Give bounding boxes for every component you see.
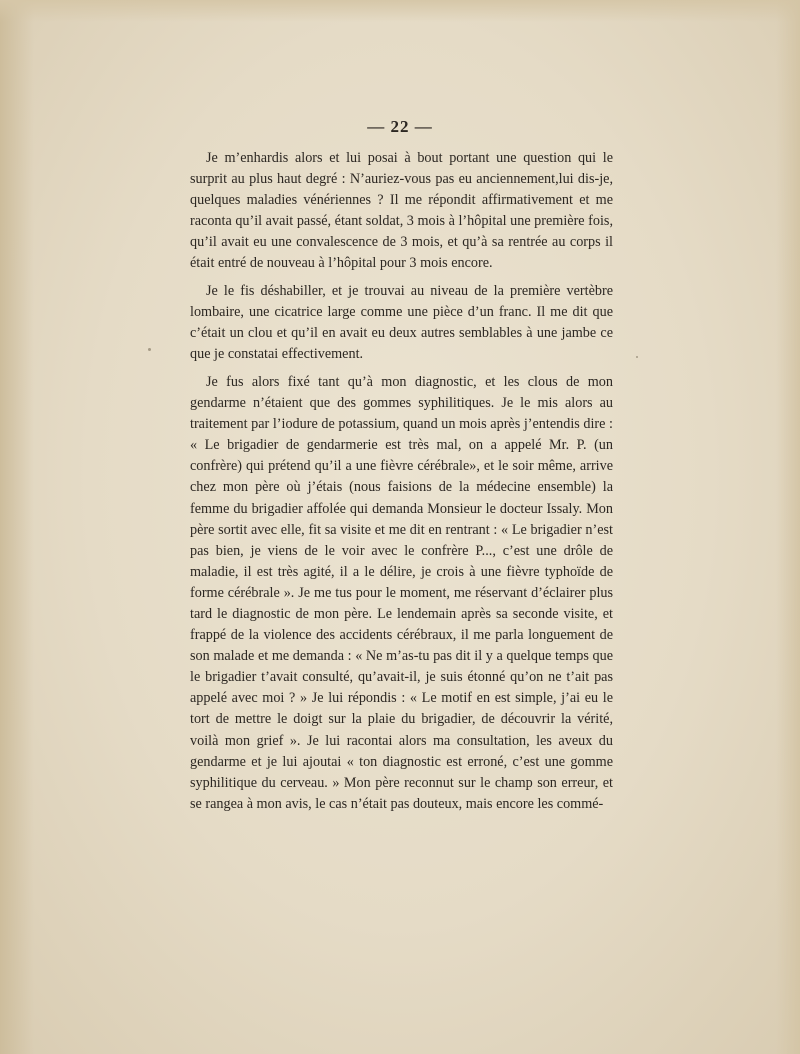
paragraph-1: Je m’enhardis alors et lui posai à bout portant une question qui le surprit au plus haut degré : N’auriez-vous pas eu anciennement,lui dis-je, quelques maladies vénériennes ? Il me répondit affirmativement et me raconta qu’il avait passé, étant soldat, 3 mois à l’hôpital une première fois, qu’il avait eu une convalescence de 3 mois, et qu’à sa rentrée au corps il était entré de nouveau à l’hôpital pour 3 mois encore.: [190, 150, 613, 272]
page-shadow-right: [776, 0, 800, 1054]
page-shadow-top: [0, 0, 800, 22]
page-shadow-left: [0, 0, 34, 1054]
paper-speck: [148, 348, 151, 351]
paragraph-2: Je le fis déshabiller, et je trouvai au niveau de la première vertèbre lombaire, une cicatrice large comme une pièce d’un franc. Il me dit que c’était un clou et qu’il en avait eu deux autres semblables à une jambe ce que je constatai effectivement.: [190, 283, 613, 363]
page-number: — 22 —: [367, 117, 433, 136]
body-text: [190, 148, 613, 821]
paper-speck: [636, 356, 638, 358]
paragraph-3: Je fus alors fixé tant qu’à mon diagnostic, et les clous de mon gendarme n’étaient que des gommes syphilitiques. Je le mis alors au traitement par l’iodure de potassium, quand un mois après j’entendis dire : « Le brigadier de gendarmerie est très mal, on a appelé Mr. P. (un confrère) qui prétend qu’il a une fièvre cérébrale», et le soir même, arrive chez mon père où j’étais (nous faisions de la médecine ensemble) la femme du brigadier affolée qui demanda Monsieur le docteur Issaly. Mon père sortit avec elle, fit sa visite et me dit en rentrant : « Le brigadier n’est pas bien, je viens de le voir avec le confrère P..., c’est une drôle de maladie, il est très agité, il a le délire, je crois à une fièvre typhoïde de forme cérébrale ». Je me tus pour le moment, me réservant d’éclairer plus tard le diagnostic de mon père. Le lendemain après sa seconde visite, et frappé de la violence des accidents cérébraux, il me parla longuement de son malade et me demanda : « Ne m’as-tu pas dit il y a quelque temps que le brigadier t’avait consulté, qu’avait-il, je suis étonné qu’on ne t’ait pas appelé avec moi ? » Je lui répondis : « Le motif en est simple, j’ai eu le tort de mettre le doigt sur la plaie du brigadier, de découvrir la vérité, voilà mon grief ». Je lui racontai alors ma consultation, les aveux du gendarme et je lui ajoutai « ton diagnostic est erroné, c’est une gomme syphilitique du cerveau. » Mon père reconnut sur le champ son erreur, et se rangea à mon avis, le cas n’était pas douteux, mais encore les commé-: [190, 373, 613, 812]
